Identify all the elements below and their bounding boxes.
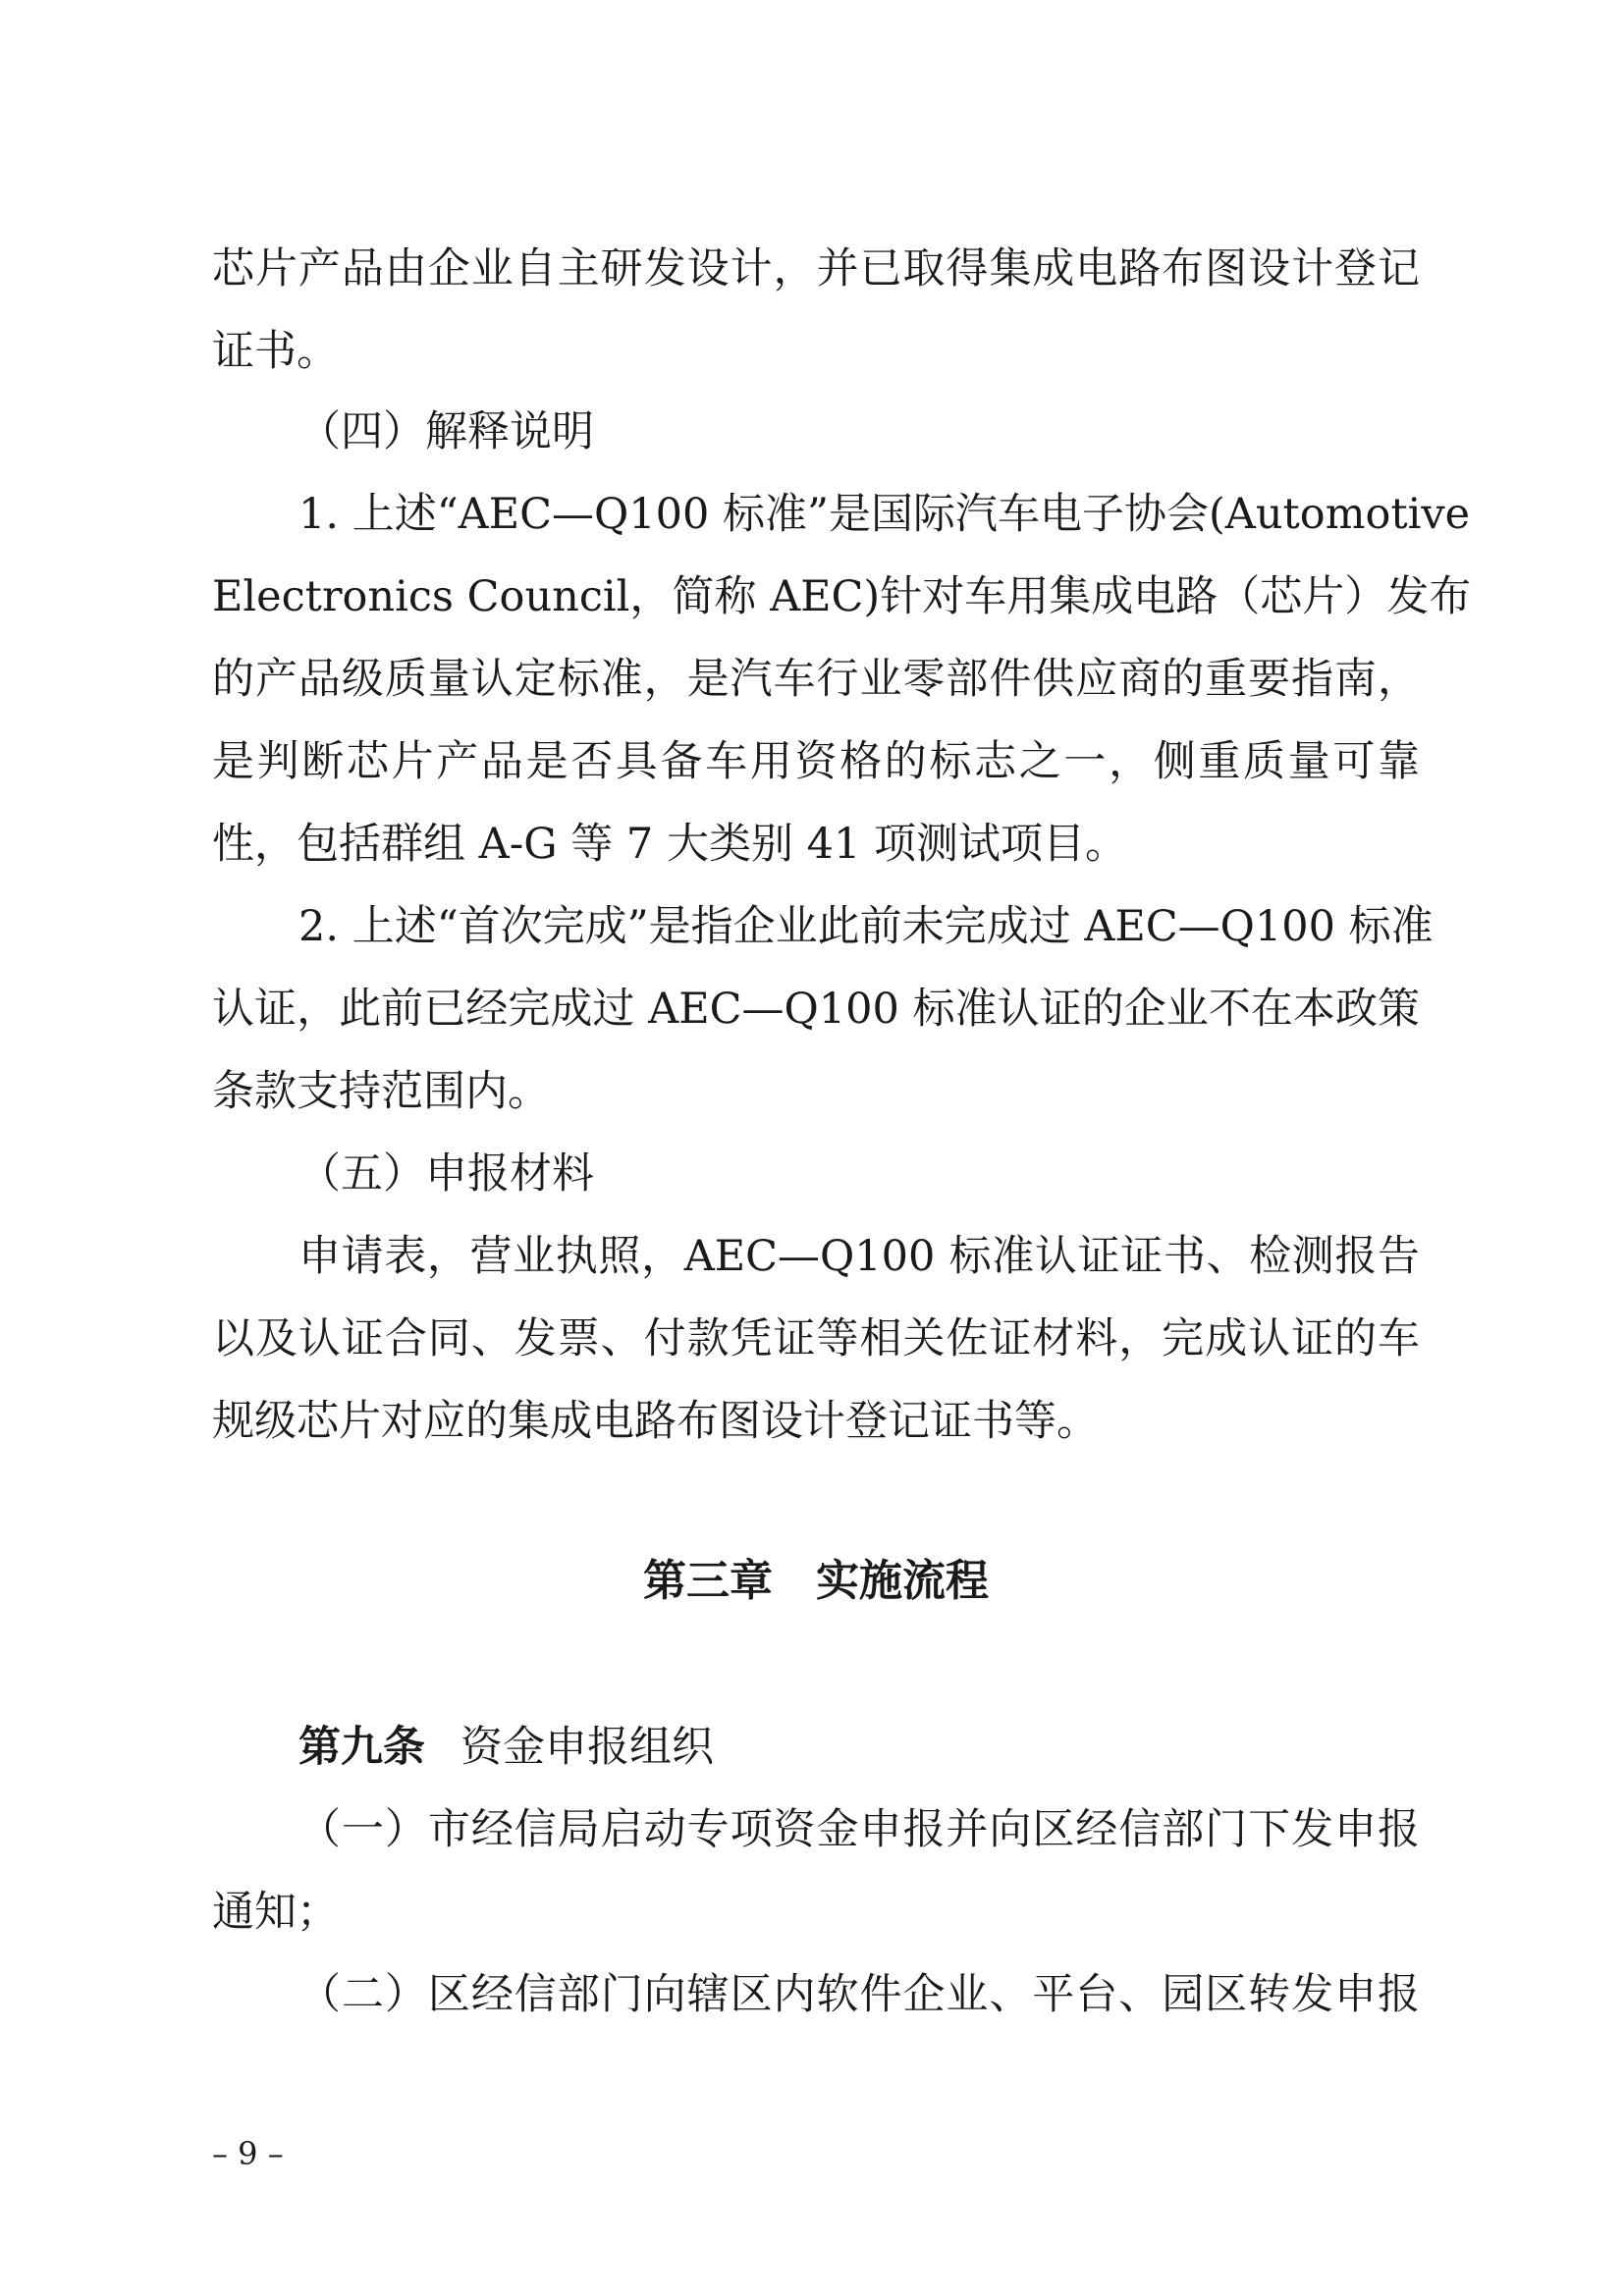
section-heading-materials: （五）申报材料	[298, 1149, 594, 1199]
paragraph-line: 条款支持范围内。	[212, 1067, 550, 1116]
chapter-number: 第三章	[643, 1556, 773, 1606]
paragraph-line: 2. 上述“首次完成”是指企业此前未完成过 AEC—Q100 标准	[298, 902, 1434, 951]
paragraph-line: 通知；	[212, 1888, 339, 1937]
paragraph-line: 规级芯片对应的集成电路布图设计登记证书等。	[212, 1397, 1099, 1446]
paragraph-line: （一）市经信局启动专项资金申报并向区经信部门下发申报	[298, 1805, 1420, 1854]
paragraph-line: 性，包括群组 A-G 等 7 大类别 41 项测试项目。	[212, 820, 1128, 869]
paragraph-line: Electronics Council，简称 AEC)针对车用集成电路（芯片）发布	[212, 572, 1472, 621]
chapter-title: 实施流程	[816, 1556, 989, 1606]
paragraph-line: 认证，此前已经完成过 AEC—Q100 标准认证的企业不在本政策	[212, 985, 1420, 1034]
article-title: 资金申报组织	[460, 1723, 714, 1772]
paragraph-line: （二）区经信部门向辖区内软件企业、平台、园区转发申报	[298, 1970, 1420, 2019]
section-heading-explanation: （四）解释说明	[298, 407, 594, 456]
paragraph-line: 是判断芯片产品是否具备车用资格的标志之一，侧重质量可靠	[212, 737, 1420, 786]
paragraph-line: 以及认证合同、发票、付款凭证等相关佐证材料，完成认证的车	[212, 1314, 1420, 1363]
paragraph-line: 芯片产品由企业自主研发设计，并已取得集成电路布图设计登记	[212, 244, 1420, 294]
page-number: – 9 –	[212, 2135, 284, 2172]
paragraph-line: 1. 上述“AEC—Q100 标准”是国际汽车电子协会(Automotive	[298, 490, 1471, 539]
chapter-heading	[212, 1553, 1420, 1610]
article-heading	[298, 1720, 1420, 1775]
article-label: 第九条	[298, 1723, 425, 1772]
paragraph-line: 的产品级质量认定标准，是汽车行业零部件供应商的重要指南，	[212, 655, 1420, 704]
paragraph-line: 证书。	[212, 327, 339, 376]
paragraph-line: 申请表，营业执照，AEC—Q100 标准认证证书、检测报告	[298, 1232, 1420, 1281]
